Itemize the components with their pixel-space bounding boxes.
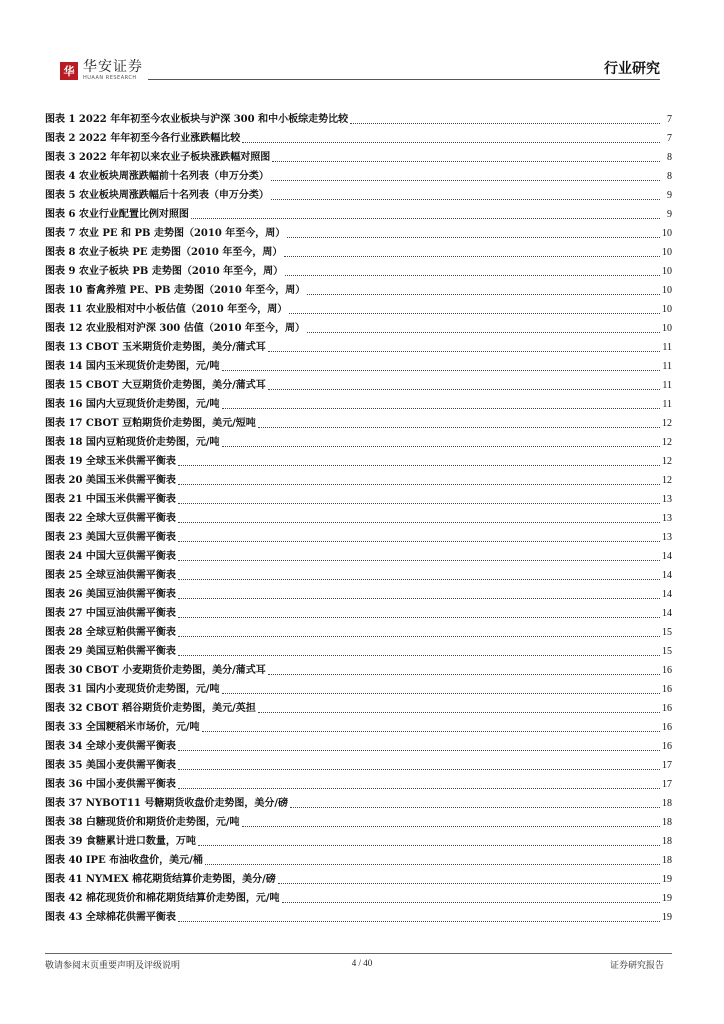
toc-entry[interactable]	[45, 848, 672, 867]
toc-dot-leader	[178, 521, 660, 523]
toc-entry-page: 17	[662, 760, 672, 771]
toc-entry[interactable]	[45, 240, 672, 259]
toc-entry-title: 图表 36 中国小麦供需平衡表	[45, 779, 176, 790]
toc-dot-leader	[289, 312, 660, 314]
toc-dot-leader	[178, 749, 660, 751]
toc-entry-title: 图表 8 农业子板块 PE 走势图（2010 年至今，周）	[45, 247, 283, 258]
toc-dot-leader	[242, 825, 660, 827]
toc-entry-title: 图表 34 全球小麦供需平衡表	[45, 741, 176, 752]
toc-entry-title: 图表 29 美国豆粕供需平衡表	[45, 646, 176, 657]
toc-entry-title: 图表 14 国内玉米现货价走势图，元/吨	[45, 361, 220, 372]
toc-entry-page: 16	[662, 703, 672, 714]
toc-entry-page: 10	[662, 228, 672, 239]
toc-dot-leader	[205, 863, 660, 865]
toc-dot-leader	[272, 160, 660, 162]
company-logo	[60, 60, 143, 82]
toc-entry-page: 12	[662, 456, 672, 467]
toc-dot-leader	[222, 369, 660, 371]
toc-entry-page: 8	[667, 152, 672, 163]
toc-entry-page: 12	[662, 475, 672, 486]
toc-entry-title: 图表 40 IPE 布油收盘价，美元/桶	[45, 855, 203, 866]
toc-entry-page: 16	[662, 665, 672, 676]
toc-dot-leader	[282, 901, 660, 903]
toc-entry[interactable]	[45, 411, 672, 430]
toc-entry-page: 16	[662, 741, 672, 752]
toc-entry-page: 9	[667, 190, 672, 201]
toc-dot-leader	[268, 673, 660, 675]
toc-entry[interactable]	[45, 392, 672, 411]
toc-entry[interactable]	[45, 772, 672, 791]
toc-entry-title: 图表 32 CBOT 稻谷期货价走势图，美元/英担	[45, 703, 256, 714]
toc-entry-page: 13	[662, 532, 672, 543]
toc-entry-title: 图表 13 CBOT 玉米期货价走势图，美分/蒲式耳	[45, 342, 266, 353]
toc-entry-title: 图表 7 农业 PE 和 PB 走势图（2010 年至今，周）	[45, 228, 286, 239]
toc-entry-page: 12	[662, 437, 672, 448]
toc-entry-page: 18	[662, 836, 672, 847]
toc-entry[interactable]	[45, 145, 672, 164]
toc-entry[interactable]	[45, 867, 672, 886]
toc-dot-leader	[191, 217, 660, 219]
toc-dot-leader	[222, 445, 660, 447]
toc-entry-page: 8	[667, 171, 672, 182]
toc-entry-title: 图表 6 农业行业配置比例对照图	[45, 209, 189, 220]
toc-entry[interactable]	[45, 164, 672, 183]
toc-dot-leader	[350, 122, 660, 124]
toc-entry[interactable]	[45, 829, 672, 848]
toc-entry[interactable]	[45, 734, 672, 753]
toc-entry[interactable]	[45, 677, 672, 696]
toc-entry-title: 图表 25 全球豆油供需平衡表	[45, 570, 176, 581]
toc-entry-page: 14	[662, 570, 672, 581]
toc-entry-page: 11	[662, 380, 672, 391]
toc-dot-leader	[268, 388, 660, 390]
toc-entry-page: 19	[662, 893, 672, 904]
toc-dot-leader	[222, 692, 660, 694]
toc-entry-title: 图表 28 全球豆粕供需平衡表	[45, 627, 176, 638]
toc-entry-page: 16	[662, 684, 672, 695]
toc-entry[interactable]	[45, 297, 672, 316]
toc-entry-page: 11	[662, 361, 672, 372]
toc-entry-page: 19	[662, 912, 672, 923]
toc-dot-leader	[290, 806, 660, 808]
toc-entry-title: 图表 22 全球大豆供需平衡表	[45, 513, 176, 524]
toc-entry-title: 图表 20 美国玉米供需平衡表	[45, 475, 176, 486]
toc-entry-page: 11	[662, 342, 672, 353]
toc-entry-page: 14	[662, 608, 672, 619]
toc-dot-leader	[178, 768, 660, 770]
toc-dot-leader	[202, 730, 660, 732]
toc-entry-title: 图表 1 2022 年年初至今农业板块与沪深 300 和中小板综走势比较	[45, 114, 349, 125]
toc-entry-page: 7	[667, 114, 672, 125]
toc-dot-leader	[307, 331, 660, 333]
toc-entry[interactable]	[45, 525, 672, 544]
toc-entry-page: 16	[662, 722, 672, 733]
toc-entry-title: 图表 11 农业股相对中小板估值（2010 年至今，周）	[45, 304, 288, 315]
toc-dot-leader	[178, 654, 660, 656]
toc-entry[interactable]	[45, 449, 672, 468]
toc-entry[interactable]	[45, 753, 672, 772]
toc-entry-title: 图表 30 CBOT 小麦期货价走势图，美分/蒲式耳	[45, 665, 266, 676]
toc-dot-leader	[178, 920, 660, 922]
toc-entry[interactable]	[45, 468, 672, 487]
logo-chinese-name: 华安证券	[83, 59, 143, 75]
toc-dot-leader	[178, 502, 660, 504]
logo-mark-icon: 华	[60, 62, 78, 80]
toc-entry-title: 图表 18 国内豆粕现货价走势图，元/吨	[45, 437, 220, 448]
toc-entry-page: 10	[662, 323, 672, 334]
toc-dot-leader	[268, 350, 660, 352]
toc-entry-page: 7	[667, 133, 672, 144]
toc-dot-leader	[178, 483, 660, 485]
toc-entry[interactable]	[45, 354, 672, 373]
toc-entry[interactable]	[45, 506, 672, 525]
toc-entry-title: 图表 21 中国玉米供需平衡表	[45, 494, 176, 505]
toc-entry-title: 图表 2 2022 年年初至今各行业涨跌幅比较	[45, 133, 241, 144]
toc-entry-title: 图表 24 中国大豆供需平衡表	[45, 551, 176, 562]
footer-report-type: 证券研究报告	[609, 961, 664, 971]
toc-entry[interactable]	[45, 487, 672, 506]
toc-dot-leader	[278, 882, 660, 884]
toc-entry-title: 图表 33 全国粳稻米市场价，元/吨	[45, 722, 200, 733]
toc-entry[interactable]	[45, 791, 672, 810]
toc-entry-title: 图表 37 NYBOT11 号糖期货收盘价走势图，美分/磅	[45, 798, 288, 809]
toc-entry[interactable]	[45, 373, 672, 392]
table-of-figures	[45, 107, 672, 924]
toc-entry-title: 图表 39 食糖累计进口数量，万吨	[45, 836, 196, 847]
toc-dot-leader	[178, 597, 660, 599]
toc-entry-title: 图表 5 农业板块周涨跌幅后十名列表（申万分类）	[45, 190, 269, 201]
toc-entry[interactable]	[45, 278, 672, 297]
toc-entry-page: 15	[662, 627, 672, 638]
toc-dot-leader	[242, 141, 660, 143]
toc-entry-title: 图表 26 美国豆油供需平衡表	[45, 589, 176, 600]
toc-dot-leader	[284, 255, 660, 257]
toc-entry[interactable]	[45, 715, 672, 734]
toc-entry-page: 9	[667, 209, 672, 220]
toc-dot-leader	[287, 236, 660, 238]
toc-entry-title: 图表 4 农业板块周涨跌幅前十名列表（申万分类）	[45, 171, 269, 182]
toc-dot-leader	[271, 179, 660, 181]
toc-entry-title: 图表 41 NYMEX 棉花期货结算价走势图，美分/磅	[45, 874, 276, 885]
toc-entry-title: 图表 27 中国豆油供需平衡表	[45, 608, 176, 619]
toc-dot-leader	[307, 293, 660, 295]
page-header	[0, 0, 724, 100]
toc-entry-page: 18	[662, 817, 672, 828]
toc-entry-page: 15	[662, 646, 672, 657]
toc-entry-page: 17	[662, 779, 672, 790]
toc-dot-leader	[178, 559, 660, 561]
toc-entry-page: 13	[662, 513, 672, 524]
toc-entry[interactable]	[45, 126, 672, 145]
toc-entry[interactable]	[45, 316, 672, 335]
toc-dot-leader	[178, 616, 660, 618]
toc-entry[interactable]	[45, 202, 672, 221]
toc-entry-page: 13	[662, 494, 672, 505]
toc-entry[interactable]	[45, 563, 672, 582]
toc-entry-title: 图表 19 全球玉米供需平衡表	[45, 456, 176, 467]
toc-dot-leader	[285, 274, 660, 276]
toc-entry-title: 图表 31 国内小麦现货价走势图，元/吨	[45, 684, 220, 695]
footer-disclaimer: 敬请参阅末页重要声明及评级说明	[45, 961, 181, 971]
toc-entry-title: 图表 38 白糖现货价和期货价走势图，元/吨	[45, 817, 240, 828]
toc-entry-title: 图表 9 农业子板块 PB 走势图（2010 年至今，周）	[45, 266, 284, 277]
toc-dot-leader	[198, 844, 660, 846]
toc-entry-page: 12	[662, 418, 672, 429]
toc-entry[interactable]	[45, 658, 672, 677]
toc-entry-title: 图表 3 2022 年年初以来农业子板块涨跌幅对照图	[45, 152, 271, 163]
toc-entry-title: 图表 10 畜禽养殖 PE、PB 走势图（2010 年至今，周）	[45, 285, 306, 296]
toc-entry-title: 图表 17 CBOT 豆粕期货价走势图，美元/短吨	[45, 418, 256, 429]
toc-entry-page: 18	[662, 855, 672, 866]
toc-entry[interactable]	[45, 905, 672, 924]
toc-entry-page: 18	[662, 798, 672, 809]
toc-entry-title: 图表 42 棉花现货价和棉花期货结算价走势图，元/吨	[45, 893, 280, 904]
page-number: 4 / 40	[351, 958, 373, 968]
toc-entry-page: 19	[662, 874, 672, 885]
toc-entry[interactable]	[45, 696, 672, 715]
toc-entry[interactable]	[45, 544, 672, 563]
header-divider	[148, 79, 660, 80]
toc-entry-page: 14	[662, 551, 672, 562]
toc-entry[interactable]	[45, 810, 672, 829]
toc-entry[interactable]	[45, 107, 672, 126]
toc-entry-title: 图表 15 CBOT 大豆期货价走势图，美分/蒲式耳	[45, 380, 266, 391]
logo-english-name: HUAAN RESEARCH	[83, 75, 137, 81]
toc-entry-title: 图表 23 美国大豆供需平衡表	[45, 532, 176, 543]
toc-dot-leader	[178, 787, 660, 789]
toc-dot-leader	[222, 407, 660, 409]
toc-entry-title: 图表 12 农业股相对沪深 300 估值（2010 年至今，周）	[45, 323, 306, 334]
toc-entry[interactable]	[45, 582, 672, 601]
toc-entry-page: 14	[662, 589, 672, 600]
toc-entry-page: 10	[662, 247, 672, 258]
toc-entry[interactable]	[45, 259, 672, 278]
toc-dot-leader	[271, 198, 660, 200]
toc-dot-leader	[258, 426, 660, 428]
toc-entry[interactable]	[45, 335, 672, 354]
toc-entry[interactable]	[45, 221, 672, 240]
toc-dot-leader	[178, 464, 660, 466]
toc-dot-leader	[178, 578, 660, 580]
toc-entry[interactable]	[45, 183, 672, 202]
toc-entry[interactable]	[45, 886, 672, 905]
toc-entry-page: 10	[662, 266, 672, 277]
toc-dot-leader	[178, 540, 660, 542]
toc-entry-title: 图表 16 国内大豆现货价走势图，元/吨	[45, 399, 220, 410]
toc-dot-leader	[178, 635, 660, 637]
toc-entry-page: 11	[662, 399, 672, 410]
toc-entry-title: 图表 35 美国小麦供需平衡表	[45, 760, 176, 771]
toc-entry[interactable]	[45, 620, 672, 639]
toc-entry-page: 10	[662, 285, 672, 296]
toc-entry[interactable]	[45, 430, 672, 449]
section-label: 行业研究	[604, 61, 660, 77]
toc-dot-leader	[258, 711, 660, 713]
toc-entry-page: 10	[662, 304, 672, 315]
footer-divider	[45, 953, 672, 954]
toc-entry[interactable]	[45, 639, 672, 658]
toc-entry[interactable]	[45, 601, 672, 620]
toc-entry-title: 图表 43 全球棉花供需平衡表	[45, 912, 176, 923]
